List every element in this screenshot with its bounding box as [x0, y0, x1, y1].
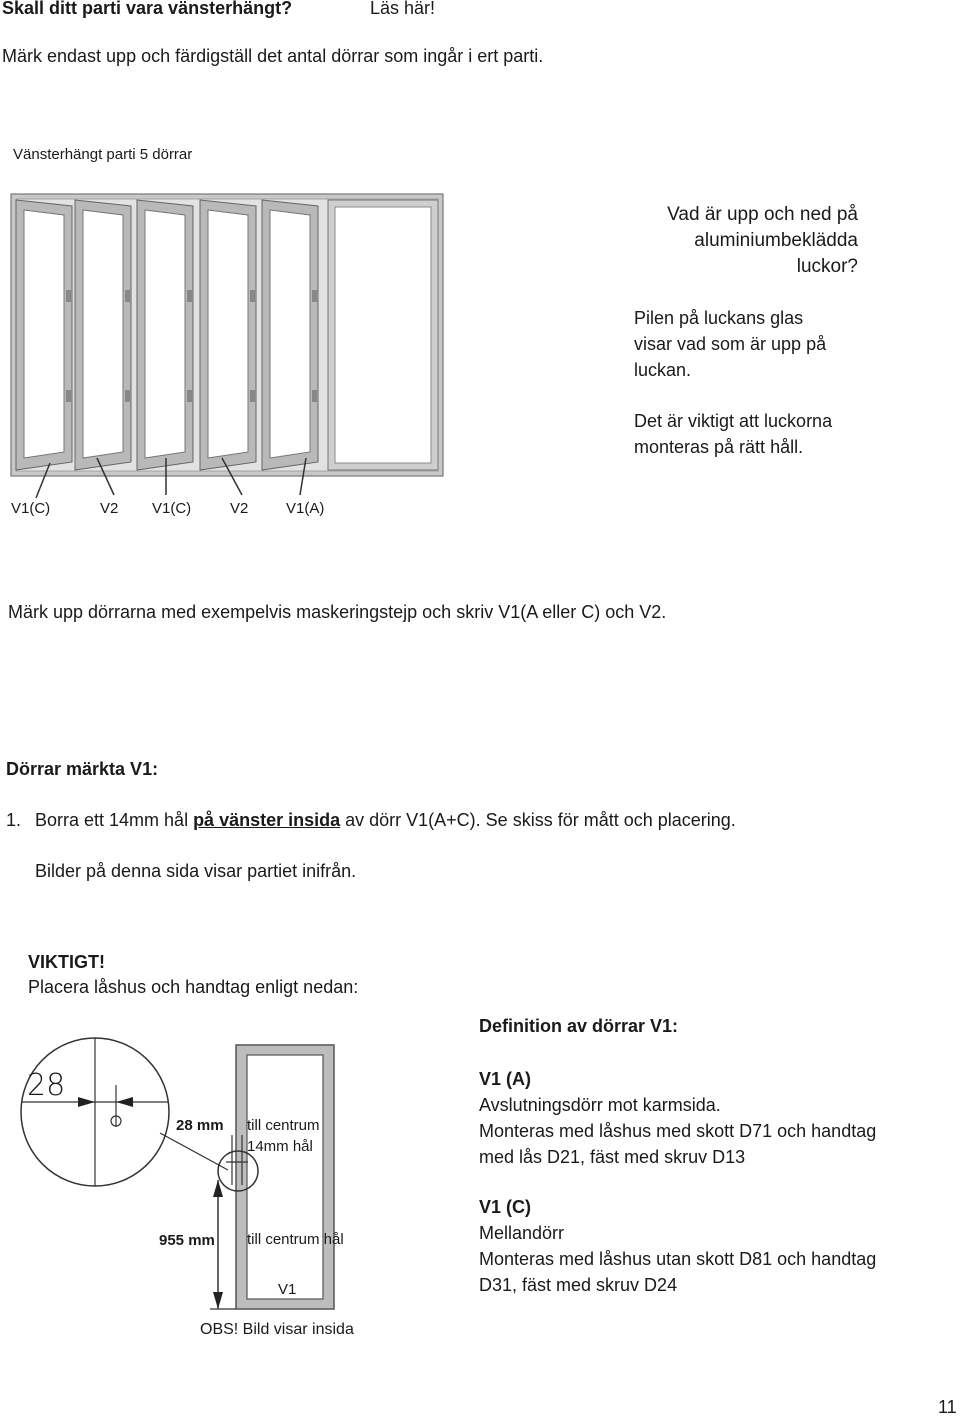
center-hole-label: till centrum hål	[247, 1231, 344, 1248]
marking-text: Märk upp dörrarna med exempelvis maskeringstejp och skriv V1(A eller C) och V2.	[8, 602, 667, 622]
side-answer-line: visar vad som är upp på	[634, 334, 827, 354]
folding-doors-illustration	[0, 190, 445, 500]
header-question: Skall ditt parti vara vänsterhängt?	[2, 0, 293, 18]
door-glass	[270, 210, 310, 458]
definition-c-line: D31, fäst med skruv D24	[479, 1275, 678, 1295]
step-post: av dörr V1(A+C). Se skiss för mått och placering.	[340, 810, 736, 830]
hinge	[250, 390, 255, 402]
definition-a-line: med lås D21, fäst med skruv D13	[479, 1147, 746, 1167]
door-glass	[83, 210, 123, 458]
hinge	[66, 390, 71, 402]
definition-a-line: Avslutningsdörr mot karmsida.	[479, 1095, 721, 1115]
hinge	[125, 290, 130, 302]
fixed-panel-glass	[335, 207, 431, 463]
definition-a-title: V1 (A)	[479, 1069, 532, 1089]
door-label: V1(C)	[152, 500, 192, 517]
side-question-line: luckor?	[796, 256, 858, 277]
circle-dimension: 28	[27, 1068, 66, 1103]
page-number: 11	[938, 1397, 957, 1417]
figure-caption: Vänsterhängt parti 5 dörrar	[13, 146, 193, 163]
door-label: V1(A)	[286, 500, 325, 517]
hinge	[125, 390, 130, 402]
side-question-line: Vad är upp och ned på	[667, 204, 858, 225]
side-question-line: aluminiumbeklädda	[694, 230, 858, 251]
dimension-28mm: 28 mm	[176, 1117, 224, 1134]
section-note: Bilder på denna sida visar partiet inifrån.	[35, 861, 357, 881]
door-label: V2	[230, 500, 249, 517]
side-note-line: monteras på rätt håll.	[634, 437, 804, 457]
side-note	[634, 408, 832, 460]
step-number: 1.	[6, 810, 22, 830]
side-question	[667, 202, 858, 280]
definition-c-line: Monteras med låshus utan skott D81 och handtag	[479, 1249, 877, 1269]
step-text	[35, 810, 736, 831]
center-label-2: 14mm hål	[247, 1138, 313, 1155]
definition-a	[479, 1066, 876, 1170]
step-pre: Borra ett 14mm hål	[35, 810, 194, 830]
hinge	[187, 390, 192, 402]
door-label: V1(C)	[11, 500, 51, 517]
hinge	[187, 290, 192, 302]
definition-c	[479, 1194, 876, 1298]
sketch-caption: OBS! Bild visar insida	[200, 1321, 354, 1338]
definition-c-line: Mellandörr	[479, 1223, 565, 1243]
important-heading: VIKTIGT!	[28, 952, 105, 972]
door-glass	[145, 210, 185, 458]
door-label: V2	[100, 500, 119, 517]
dimension-955mm: 955 mm	[159, 1232, 215, 1249]
side-answer-line: luckan.	[634, 360, 692, 380]
center-label-1: till centrum	[247, 1117, 320, 1134]
important-text: Placera låshus och handtag enligt nedan:	[28, 977, 359, 997]
hinge	[312, 390, 317, 402]
step-emphasis: på vänster insida	[193, 810, 341, 830]
door-glass	[24, 210, 64, 458]
definition-heading: Definition av dörrar V1:	[479, 1016, 679, 1036]
hinge	[250, 290, 255, 302]
side-answer-line: Pilen på luckans glas	[634, 308, 804, 328]
door-glass	[208, 210, 248, 458]
side-answer	[634, 305, 826, 383]
definition-c-title: V1 (C)	[479, 1197, 532, 1217]
section-heading: Dörrar märkta V1:	[6, 759, 159, 779]
definition-a-line: Monteras med låshus med skott D71 och handtag	[479, 1121, 877, 1141]
hinge	[312, 290, 317, 302]
hinge	[66, 290, 71, 302]
header-instruction: Märk endast upp och färdigställ det antal dörrar som ingår i ert parti.	[2, 46, 544, 66]
door-label-sketch: V1	[278, 1281, 297, 1298]
header-link[interactable]: Läs här!	[370, 0, 436, 18]
side-note-line: Det är viktigt att luckorna	[634, 411, 833, 431]
